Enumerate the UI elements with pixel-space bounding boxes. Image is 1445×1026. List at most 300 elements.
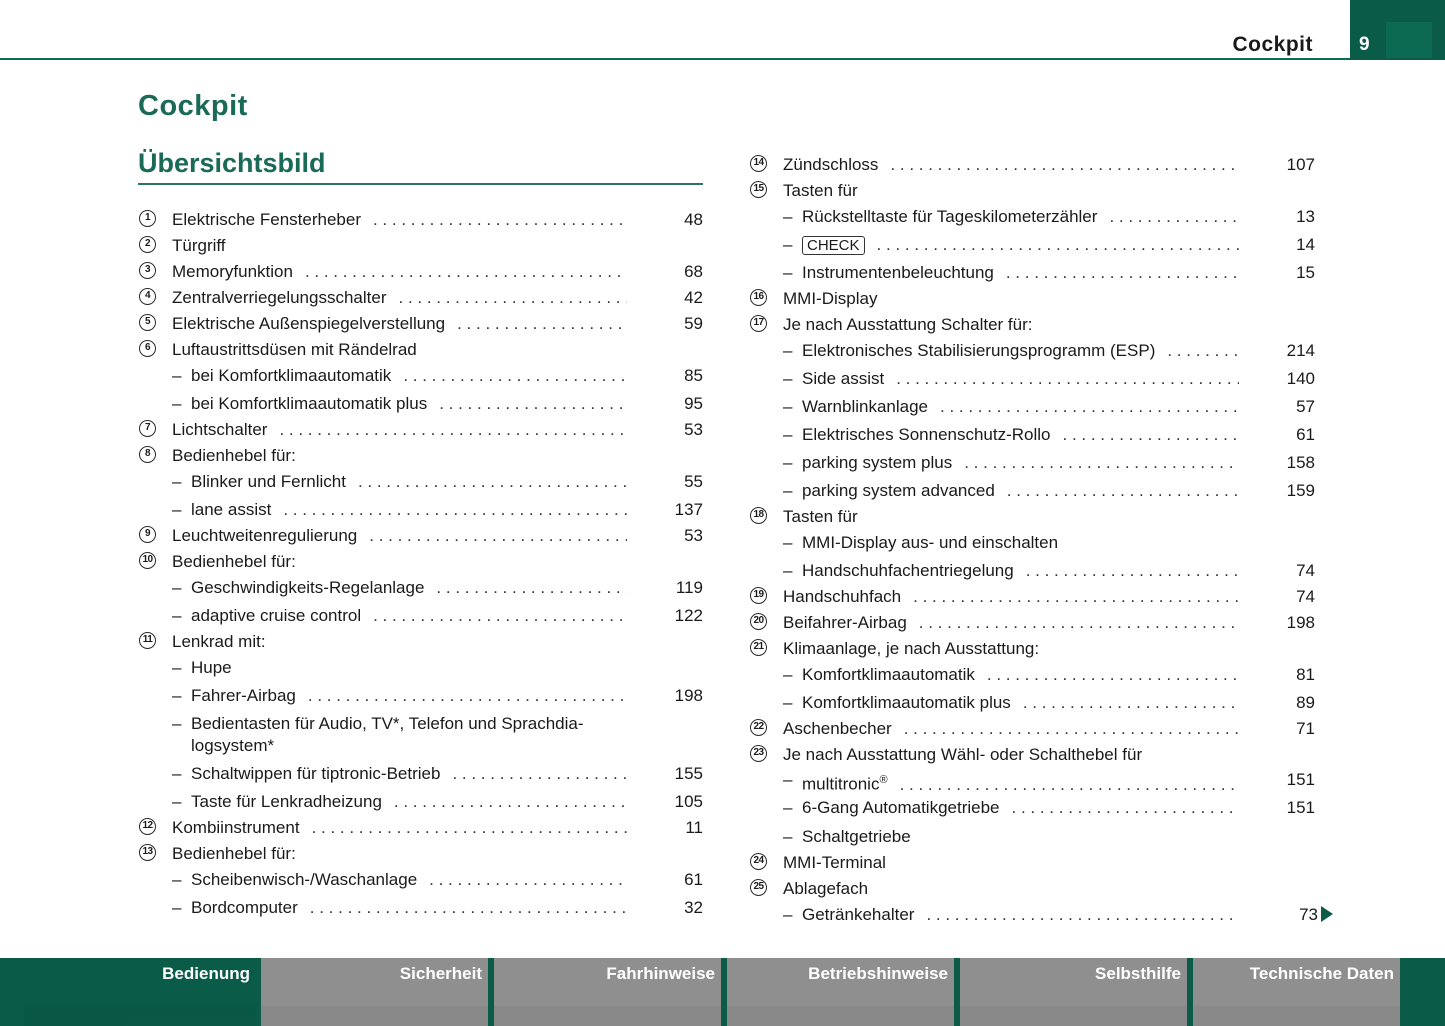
- sub-item-dash: –: [783, 369, 793, 388]
- entry-label: lane assist: [191, 500, 272, 519]
- footer-tab-band: [24, 1006, 256, 1026]
- sub-item-dash: –: [783, 693, 793, 712]
- page-reference[interactable]: [675, 790, 703, 814]
- leader-dots: [283, 498, 627, 522]
- index-entry: [749, 531, 1315, 555]
- entry-label: Elektronisches Stabilisierungsprogramm (ESP): [802, 341, 1156, 360]
- index-entry: [749, 585, 1315, 609]
- entry-label: bei Komfortklimaautomatik: [191, 366, 392, 385]
- page-reference-number[interactable]: 57: [1296, 397, 1315, 416]
- index-entry: [749, 205, 1315, 229]
- entry-label: Rückstelltaste für Tageskilometerzähler: [802, 207, 1098, 226]
- index-entry: [138, 896, 703, 920]
- entry-label: Türgriff: [172, 236, 226, 255]
- index-entry: [138, 234, 703, 258]
- page-reference-number[interactable]: 73: [1299, 905, 1318, 924]
- entry-label: Klimaanlage, je nach Ausstattung:: [783, 639, 1040, 658]
- item-number-badge: 1: [139, 210, 156, 227]
- page-reference-number[interactable]: 59: [684, 314, 703, 333]
- index-entry: [749, 825, 1315, 849]
- page-reference[interactable]: [1296, 663, 1315, 687]
- page-reference-number[interactable]: 89: [1296, 693, 1315, 712]
- leader-dots: [940, 395, 1239, 419]
- page-reference-number[interactable]: 48: [684, 210, 703, 229]
- leader-dots: [987, 663, 1239, 687]
- footer-tab-bedienung[interactable]: [24, 958, 256, 1026]
- index-entry: [749, 479, 1315, 503]
- leader-dots: [312, 816, 627, 840]
- entry-label: Handschuhfach: [783, 587, 902, 606]
- page-reference[interactable]: [1287, 796, 1315, 820]
- item-number-badge: 5: [139, 314, 156, 331]
- leader-dots: [964, 451, 1239, 475]
- entry-label: multitronic®: [802, 774, 888, 794]
- index-entry: [749, 313, 1315, 337]
- leader-dots: [1026, 559, 1239, 583]
- item-number-badge: 9: [139, 526, 156, 543]
- entry-label: adaptive cruise control: [191, 606, 362, 625]
- leader-dots: [308, 684, 627, 708]
- sub-item-dash: –: [172, 394, 182, 413]
- page-reference[interactable]: [684, 208, 703, 232]
- page-reference-number[interactable]: 53: [684, 526, 703, 545]
- page-reference-number[interactable]: 95: [684, 394, 703, 413]
- index-entry: [749, 395, 1315, 419]
- index-entry: [749, 179, 1315, 203]
- entry-label: Fahrer-Airbag: [191, 686, 296, 705]
- page-number-tab: [1350, 0, 1445, 60]
- entry-label: Tasten für: [783, 507, 858, 526]
- index-entry: [749, 663, 1315, 687]
- leader-dots: [1063, 423, 1239, 447]
- entry-label: Getränkehalter: [802, 905, 915, 924]
- sub-item-dash: –: [172, 366, 182, 385]
- page-reference[interactable]: [1296, 585, 1315, 609]
- heading-rule: [138, 183, 703, 185]
- footer-tab-band: [1193, 1006, 1400, 1026]
- sub-item-dash: –: [783, 453, 793, 472]
- index-entry: [138, 498, 703, 522]
- entry-label: Scheibenwisch-/Waschanlage: [191, 870, 418, 889]
- section-heading: Übersichtsbild: [138, 148, 326, 178]
- index-entry: [138, 762, 703, 786]
- sub-item-dash: –: [783, 798, 793, 817]
- entry-label: Handschuhfachentriegelung: [802, 561, 1014, 580]
- entry-label: Geschwindigkeits-Regelanlage: [191, 578, 425, 597]
- entry-label: MMI-Display aus- und einschalten: [802, 533, 1059, 552]
- sub-item-dash: –: [172, 578, 182, 597]
- check-key-label: CHECK: [802, 236, 865, 255]
- sub-item-dash: –: [172, 792, 182, 811]
- item-number-badge: 22: [750, 719, 767, 736]
- page-reference-number[interactable]: 85: [684, 366, 703, 385]
- item-number-badge: 23: [750, 745, 767, 762]
- item-number-badge: 24: [750, 853, 767, 870]
- header-rule: [0, 58, 1350, 60]
- page-reference[interactable]: [684, 524, 703, 548]
- leader-dots: [1007, 479, 1239, 503]
- page-reference-number[interactable]: 53: [684, 420, 703, 439]
- entry-label: Warnblinkanlage: [802, 397, 928, 416]
- leader-dots: [1006, 261, 1239, 285]
- index-entry: [749, 768, 1315, 792]
- page-reference-number[interactable]: 13: [1296, 207, 1315, 226]
- index-entry: [138, 712, 703, 755]
- leader-dots: [310, 896, 627, 920]
- index-entry: [749, 743, 1315, 767]
- page-reference[interactable]: [1287, 367, 1315, 391]
- page-reference[interactable]: [684, 392, 703, 416]
- page-reference[interactable]: [1299, 903, 1333, 927]
- page-reference[interactable]: [1287, 768, 1315, 792]
- page-reference[interactable]: [684, 260, 703, 284]
- entry-label: Hupe: [191, 658, 232, 677]
- index-entry: [749, 505, 1315, 529]
- index-entry: [749, 691, 1315, 715]
- footer-tab-sicherheit[interactable]: [261, 958, 488, 1026]
- index-entry: [749, 637, 1315, 661]
- leader-dots: [305, 260, 627, 284]
- index-entry: [138, 868, 703, 892]
- entry-label: Lenkrad mit:: [172, 632, 266, 651]
- page-reference-number[interactable]: 42: [684, 288, 703, 307]
- page-reference-number[interactable]: 107: [1286, 155, 1315, 174]
- page-reference-number[interactable]: 55: [684, 472, 703, 491]
- index-entry: [138, 524, 703, 548]
- item-number-badge: 10: [139, 552, 156, 569]
- sub-item-dash: –: [172, 658, 182, 677]
- index-entry: [138, 604, 703, 628]
- leader-dots: [919, 611, 1239, 635]
- index-entry: [749, 367, 1315, 391]
- sub-item-dash: –: [783, 263, 793, 282]
- entry-label: Taste für Lenkradheizung: [191, 792, 382, 811]
- leader-dots: [926, 903, 1239, 927]
- entry-label: Bedienhebel für:: [172, 844, 296, 863]
- page-reference[interactable]: [1296, 261, 1315, 285]
- sub-item-dash: –: [172, 870, 182, 889]
- page-reference-number[interactable]: 214: [1286, 341, 1315, 360]
- entry-label: parking system advanced: [802, 481, 995, 500]
- index-entry: [138, 816, 703, 840]
- index-entry: [749, 287, 1315, 311]
- page-reference[interactable]: [1287, 153, 1315, 177]
- page-reference-number[interactable]: 122: [674, 606, 703, 625]
- running-header: Cockpit: [1232, 33, 1313, 56]
- leader-dots: [436, 576, 627, 600]
- page-reference[interactable]: [684, 896, 703, 920]
- page-reference-number[interactable]: 155: [674, 764, 703, 783]
- sub-item-dash: –: [172, 898, 182, 917]
- page-reference[interactable]: [1296, 717, 1315, 741]
- entry-label: Bedienhebel für:: [172, 446, 296, 465]
- item-number-badge: 11: [139, 632, 156, 649]
- entry-label: Tasten für: [783, 181, 858, 200]
- page-reference-number[interactable]: 119: [675, 578, 703, 597]
- page-reference[interactable]: [684, 364, 703, 388]
- index-entry: [138, 444, 703, 468]
- page-reference-number[interactable]: 81: [1296, 665, 1315, 684]
- page-reference-number[interactable]: 32: [684, 898, 703, 917]
- entry-label: 6-Gang Automatikgetriebe: [802, 798, 1000, 817]
- item-number-badge: 17: [750, 315, 767, 332]
- item-number-badge: 4: [139, 288, 156, 305]
- entry-label: parking system plus: [802, 453, 953, 472]
- leader-dots: [896, 367, 1239, 391]
- registered-mark: ®: [879, 774, 888, 786]
- page-reference[interactable]: [1296, 233, 1315, 257]
- entry-label: Instrumentenbeleuchtung: [802, 263, 994, 282]
- index-entry: [138, 550, 703, 574]
- index-entry: [749, 153, 1315, 177]
- sub-item-dash: –: [172, 472, 182, 491]
- page-reference-number[interactable]: 74: [1296, 587, 1315, 606]
- index-entry: [138, 630, 703, 654]
- page-reference[interactable]: [675, 684, 703, 708]
- page-reference-number[interactable]: 14: [1296, 235, 1315, 254]
- page-reference[interactable]: [684, 868, 703, 892]
- entry-label: Aschenbecher: [783, 719, 892, 738]
- index-entry: [749, 877, 1315, 901]
- footer-tab-band: [727, 1006, 954, 1026]
- index-entry: [138, 260, 703, 284]
- entry-label: Zentralverriegelungsschalter: [172, 288, 387, 307]
- sub-item-dash: –: [172, 686, 182, 705]
- entry-label: MMI-Display: [783, 289, 878, 308]
- page-reference-number[interactable]: 198: [674, 686, 703, 705]
- page-reference-number[interactable]: 74: [1296, 561, 1315, 580]
- page-reference[interactable]: [1287, 339, 1315, 363]
- index-entry: [138, 418, 703, 442]
- sub-item-dash: –: [172, 714, 182, 733]
- leader-dots: [904, 717, 1239, 741]
- index-entry: [749, 611, 1315, 635]
- leader-dots: [403, 364, 627, 388]
- sub-item-dash: –: [783, 481, 793, 500]
- sub-item-dash: –: [783, 207, 793, 226]
- leader-dots: [358, 470, 627, 494]
- sub-item-dash: –: [783, 770, 793, 789]
- entry-label: bei Komfortklimaautomatik plus: [191, 394, 428, 413]
- sub-item-dash: –: [783, 397, 793, 416]
- page-reference-number[interactable]: 198: [1286, 613, 1315, 632]
- leader-dots: [1023, 691, 1239, 715]
- sub-item-dash: –: [783, 905, 793, 924]
- item-number-badge: 12: [139, 818, 156, 835]
- sub-item-dash: –: [783, 425, 793, 444]
- index-entry: [138, 790, 703, 814]
- item-number-badge: 7: [139, 420, 156, 437]
- entry-label: MMI-Terminal: [783, 853, 886, 872]
- footer-tab-selbsthilfe[interactable]: [960, 958, 1187, 1026]
- leader-dots: [369, 524, 627, 548]
- item-number-badge: 2: [139, 236, 156, 253]
- entry-label: Side assist: [802, 369, 885, 388]
- entry-label: Komfortklimaautomatik plus: [802, 693, 1011, 712]
- leader-dots: [890, 153, 1239, 177]
- item-number-badge: 13: [139, 844, 156, 861]
- entry-label: Bedienhebel für:: [172, 552, 296, 571]
- page-reference[interactable]: [684, 418, 703, 442]
- entry-label: Schaltgetriebe: [802, 827, 911, 846]
- page-reference[interactable]: [685, 816, 703, 840]
- entry-label: Blinker und Fernlicht: [191, 472, 346, 491]
- entry-label: Beifahrer-Airbag: [783, 613, 907, 632]
- entry-label: Zündschloss: [783, 155, 879, 174]
- page-reference[interactable]: [1287, 451, 1315, 475]
- item-number-badge: 6: [139, 340, 156, 357]
- leader-dots: [457, 312, 627, 336]
- leader-dots: [373, 208, 627, 232]
- item-number-badge: 3: [139, 262, 156, 279]
- leader-dots: [439, 392, 627, 416]
- footer-tab-label: Betriebshinweise: [808, 964, 948, 983]
- entry-label: Komfortklimaautomatik: [802, 665, 975, 684]
- sub-item-dash: –: [783, 561, 793, 580]
- sub-item-dash: –: [783, 827, 793, 846]
- index-entry: [138, 842, 703, 866]
- page-reference-number[interactable]: 159: [1286, 481, 1315, 500]
- index-entry: [138, 684, 703, 708]
- page-reference-number[interactable]: 61: [1296, 425, 1315, 444]
- footer-tab-fahrhinweise[interactable]: [494, 958, 721, 1026]
- page-reference-number[interactable]: 137: [674, 500, 703, 519]
- index-entry: [749, 339, 1315, 363]
- item-number-badge: 16: [750, 289, 767, 306]
- sub-item-dash: –: [172, 764, 182, 783]
- leader-dots: [1109, 205, 1239, 229]
- leader-dots: [877, 233, 1239, 257]
- item-number-badge: 8: [139, 446, 156, 463]
- index-entry: [138, 364, 703, 388]
- page-reference[interactable]: [1287, 479, 1315, 503]
- index-entry: [749, 559, 1315, 583]
- page-reference[interactable]: [684, 286, 703, 310]
- leader-dots: [373, 604, 627, 628]
- index-entry: [138, 286, 703, 310]
- item-number-badge: 21: [750, 639, 767, 656]
- leader-dots: [1167, 339, 1239, 363]
- entry-label: Leuchtweitenregulierung: [172, 526, 358, 545]
- index-entry: [138, 656, 703, 680]
- entry-label: Memoryfunktion: [172, 262, 293, 281]
- page-number: 9: [1359, 34, 1370, 55]
- entry-label: Bordcomputer: [191, 898, 298, 917]
- footer-tab-technische-daten[interactable]: [1193, 958, 1400, 1026]
- sub-item-dash: –: [172, 500, 182, 519]
- entry-label: Elektrische Außenspiegelverstellung: [172, 314, 446, 333]
- page-reference[interactable]: [1296, 205, 1315, 229]
- index-entry: [749, 451, 1315, 475]
- page-reference-number[interactable]: 151: [1286, 770, 1315, 789]
- page-title: Cockpit: [138, 90, 248, 122]
- index-entry: [138, 208, 703, 232]
- page-reference[interactable]: [684, 312, 703, 336]
- leader-dots: [429, 868, 627, 892]
- leader-dots: [399, 286, 628, 310]
- footer-tab-label: Sicherheit: [399, 964, 482, 983]
- leader-dots: [452, 762, 627, 786]
- entry-label: Kombiinstrument: [172, 818, 300, 837]
- page-reference-number[interactable]: 68: [684, 262, 703, 281]
- entry-label: Elektrische Fensterheber: [172, 210, 361, 229]
- leader-dots: [279, 418, 627, 442]
- footer-tab-band: [261, 1006, 488, 1026]
- index-entry: [749, 851, 1315, 875]
- index-entry: [749, 261, 1315, 285]
- leader-dots: [1012, 796, 1239, 820]
- footer-tab-label: Selbsthilfe: [1095, 964, 1181, 983]
- page-reference-number[interactable]: 105: [674, 792, 703, 811]
- page-reference-number[interactable]: 15: [1296, 263, 1315, 282]
- entry-label: Je nach Ausstattung Wähl- oder Schalthebel für: [783, 745, 1143, 764]
- entry-label: Bedientasten für Audio, TV*, Telefon und Sprachdia-: [191, 714, 584, 733]
- index-entry: [138, 576, 703, 600]
- page-reference-number[interactable]: 151: [1286, 798, 1315, 817]
- page-reference-number[interactable]: 11: [685, 818, 703, 837]
- footer-tab-betriebshinweise[interactable]: [727, 958, 954, 1026]
- page-reference[interactable]: [675, 498, 703, 522]
- index-entry: [138, 392, 703, 416]
- index-entry: [749, 903, 1318, 927]
- page-reference[interactable]: [676, 576, 703, 600]
- page-reference-number[interactable]: 61: [684, 870, 703, 889]
- entry-label: Luftaustrittsdüsen mit Rändelrad: [172, 340, 417, 359]
- page-reference-number[interactable]: 140: [1286, 369, 1315, 388]
- item-number-badge: 20: [750, 613, 767, 630]
- leader-dots: [900, 773, 1239, 797]
- page-reference[interactable]: [1296, 395, 1315, 419]
- index-entry: [138, 470, 703, 494]
- item-number-badge: 14: [750, 155, 767, 172]
- footer-tab-label: Fahrhinweise: [606, 964, 715, 983]
- index-entry: [749, 233, 1315, 257]
- footer-tab-band: [960, 1006, 1187, 1026]
- index-entry: [138, 312, 703, 336]
- page-reference[interactable]: [675, 604, 703, 628]
- index-entry: [749, 796, 1315, 820]
- sub-item-dash: –: [172, 606, 182, 625]
- footer-tab-band: [494, 1006, 721, 1026]
- page-reference-number[interactable]: 158: [1286, 453, 1315, 472]
- item-number-badge: 18: [750, 507, 767, 524]
- page-reference[interactable]: [1296, 559, 1315, 583]
- footer-tab-label: Bedienung: [162, 964, 250, 983]
- entry-label-continued: logsystem*: [191, 736, 275, 755]
- entry-label: Schaltwippen für tiptronic-Betrieb: [191, 764, 441, 783]
- sub-item-dash: –: [783, 235, 793, 254]
- page-reference[interactable]: [675, 762, 703, 786]
- entry-label: Lichtschalter: [172, 420, 268, 439]
- leader-dots: [394, 790, 627, 814]
- entry-label: Je nach Ausstattung Schalter für:: [783, 315, 1033, 334]
- sub-item-dash: –: [783, 665, 793, 684]
- item-number-badge: 19: [750, 587, 767, 604]
- footer-tab-label: Technische Daten: [1249, 964, 1394, 983]
- page-reference[interactable]: [1296, 691, 1315, 715]
- entry-label: Elektrisches Sonnenschutz-Rollo: [802, 425, 1051, 444]
- index-entry: [749, 423, 1315, 447]
- continue-arrow-icon[interactable]: [1321, 906, 1333, 922]
- page-reference-number[interactable]: 71: [1296, 719, 1315, 738]
- entry-label: Ablagefach: [783, 879, 869, 898]
- page-reference[interactable]: [1287, 611, 1315, 635]
- page-reference[interactable]: [684, 470, 703, 494]
- index-entry: [749, 717, 1315, 741]
- sub-item-dash: –: [783, 533, 793, 552]
- page-reference[interactable]: [1296, 423, 1315, 447]
- item-number-badge: 25: [750, 879, 767, 896]
